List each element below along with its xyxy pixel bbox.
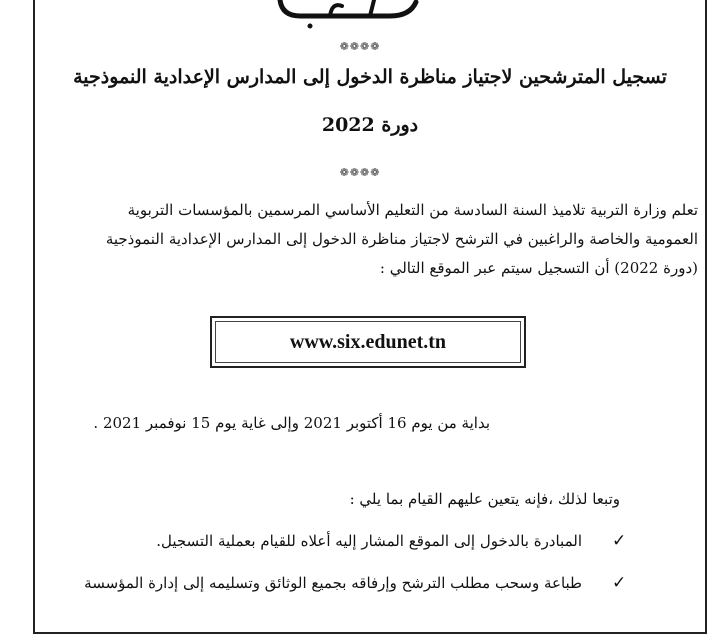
page-title: تسجيل المترشحين لاجتياز مناظرة الدخول إلى المدارس الإعدادية النموذجية: [73, 66, 667, 88]
session-title: دورة 2022: [321, 114, 419, 136]
intro-line-2: العمومية والخاصة والراغبين في الترشح لاجتياز مناظرة الدخول إلى المدارس الإعدادية النموذجية: [105, 230, 698, 248]
step-item-2: طباعة وسحب مطلب الترشح وإرفاقه بجميع الوثائق وتسليمه إلى إدارة المؤسسة: [84, 574, 582, 592]
separator-mid: ❁❁❁❁: [339, 166, 381, 179]
registration-dates: بداية من يوم 16 أكتوبر 2021 وإلى غاية يوم 15 نوفمبر 2021 .: [93, 414, 490, 432]
website-box: [210, 316, 526, 368]
intro-line-3: (دورة 2022) أن التسجيل سيتم عبر الموقع التالي :: [379, 259, 698, 277]
step-item-1: المبادرة بالدخول إلى الموقع المشار إليه أعلاه للقيام بعملية التسجيل.: [156, 532, 582, 550]
separator-top: ❁❁❁❁: [339, 40, 381, 53]
calligraphy-header-image: [270, 0, 430, 34]
website-link[interactable]: www.six.edunet.tn: [289, 330, 447, 353]
check-icon: ✓: [612, 531, 627, 551]
check-icon: ✓: [612, 573, 627, 593]
instructions-intro: وتبعا لذلك ،فإنه يتعين عليهم القيام بما يلي :: [349, 490, 620, 508]
intro-line-1: تعلم وزارة التربية تلاميذ السنة السادسة من التعليم الأساسي المرسمين بالمؤسسات التربوية: [127, 201, 698, 219]
